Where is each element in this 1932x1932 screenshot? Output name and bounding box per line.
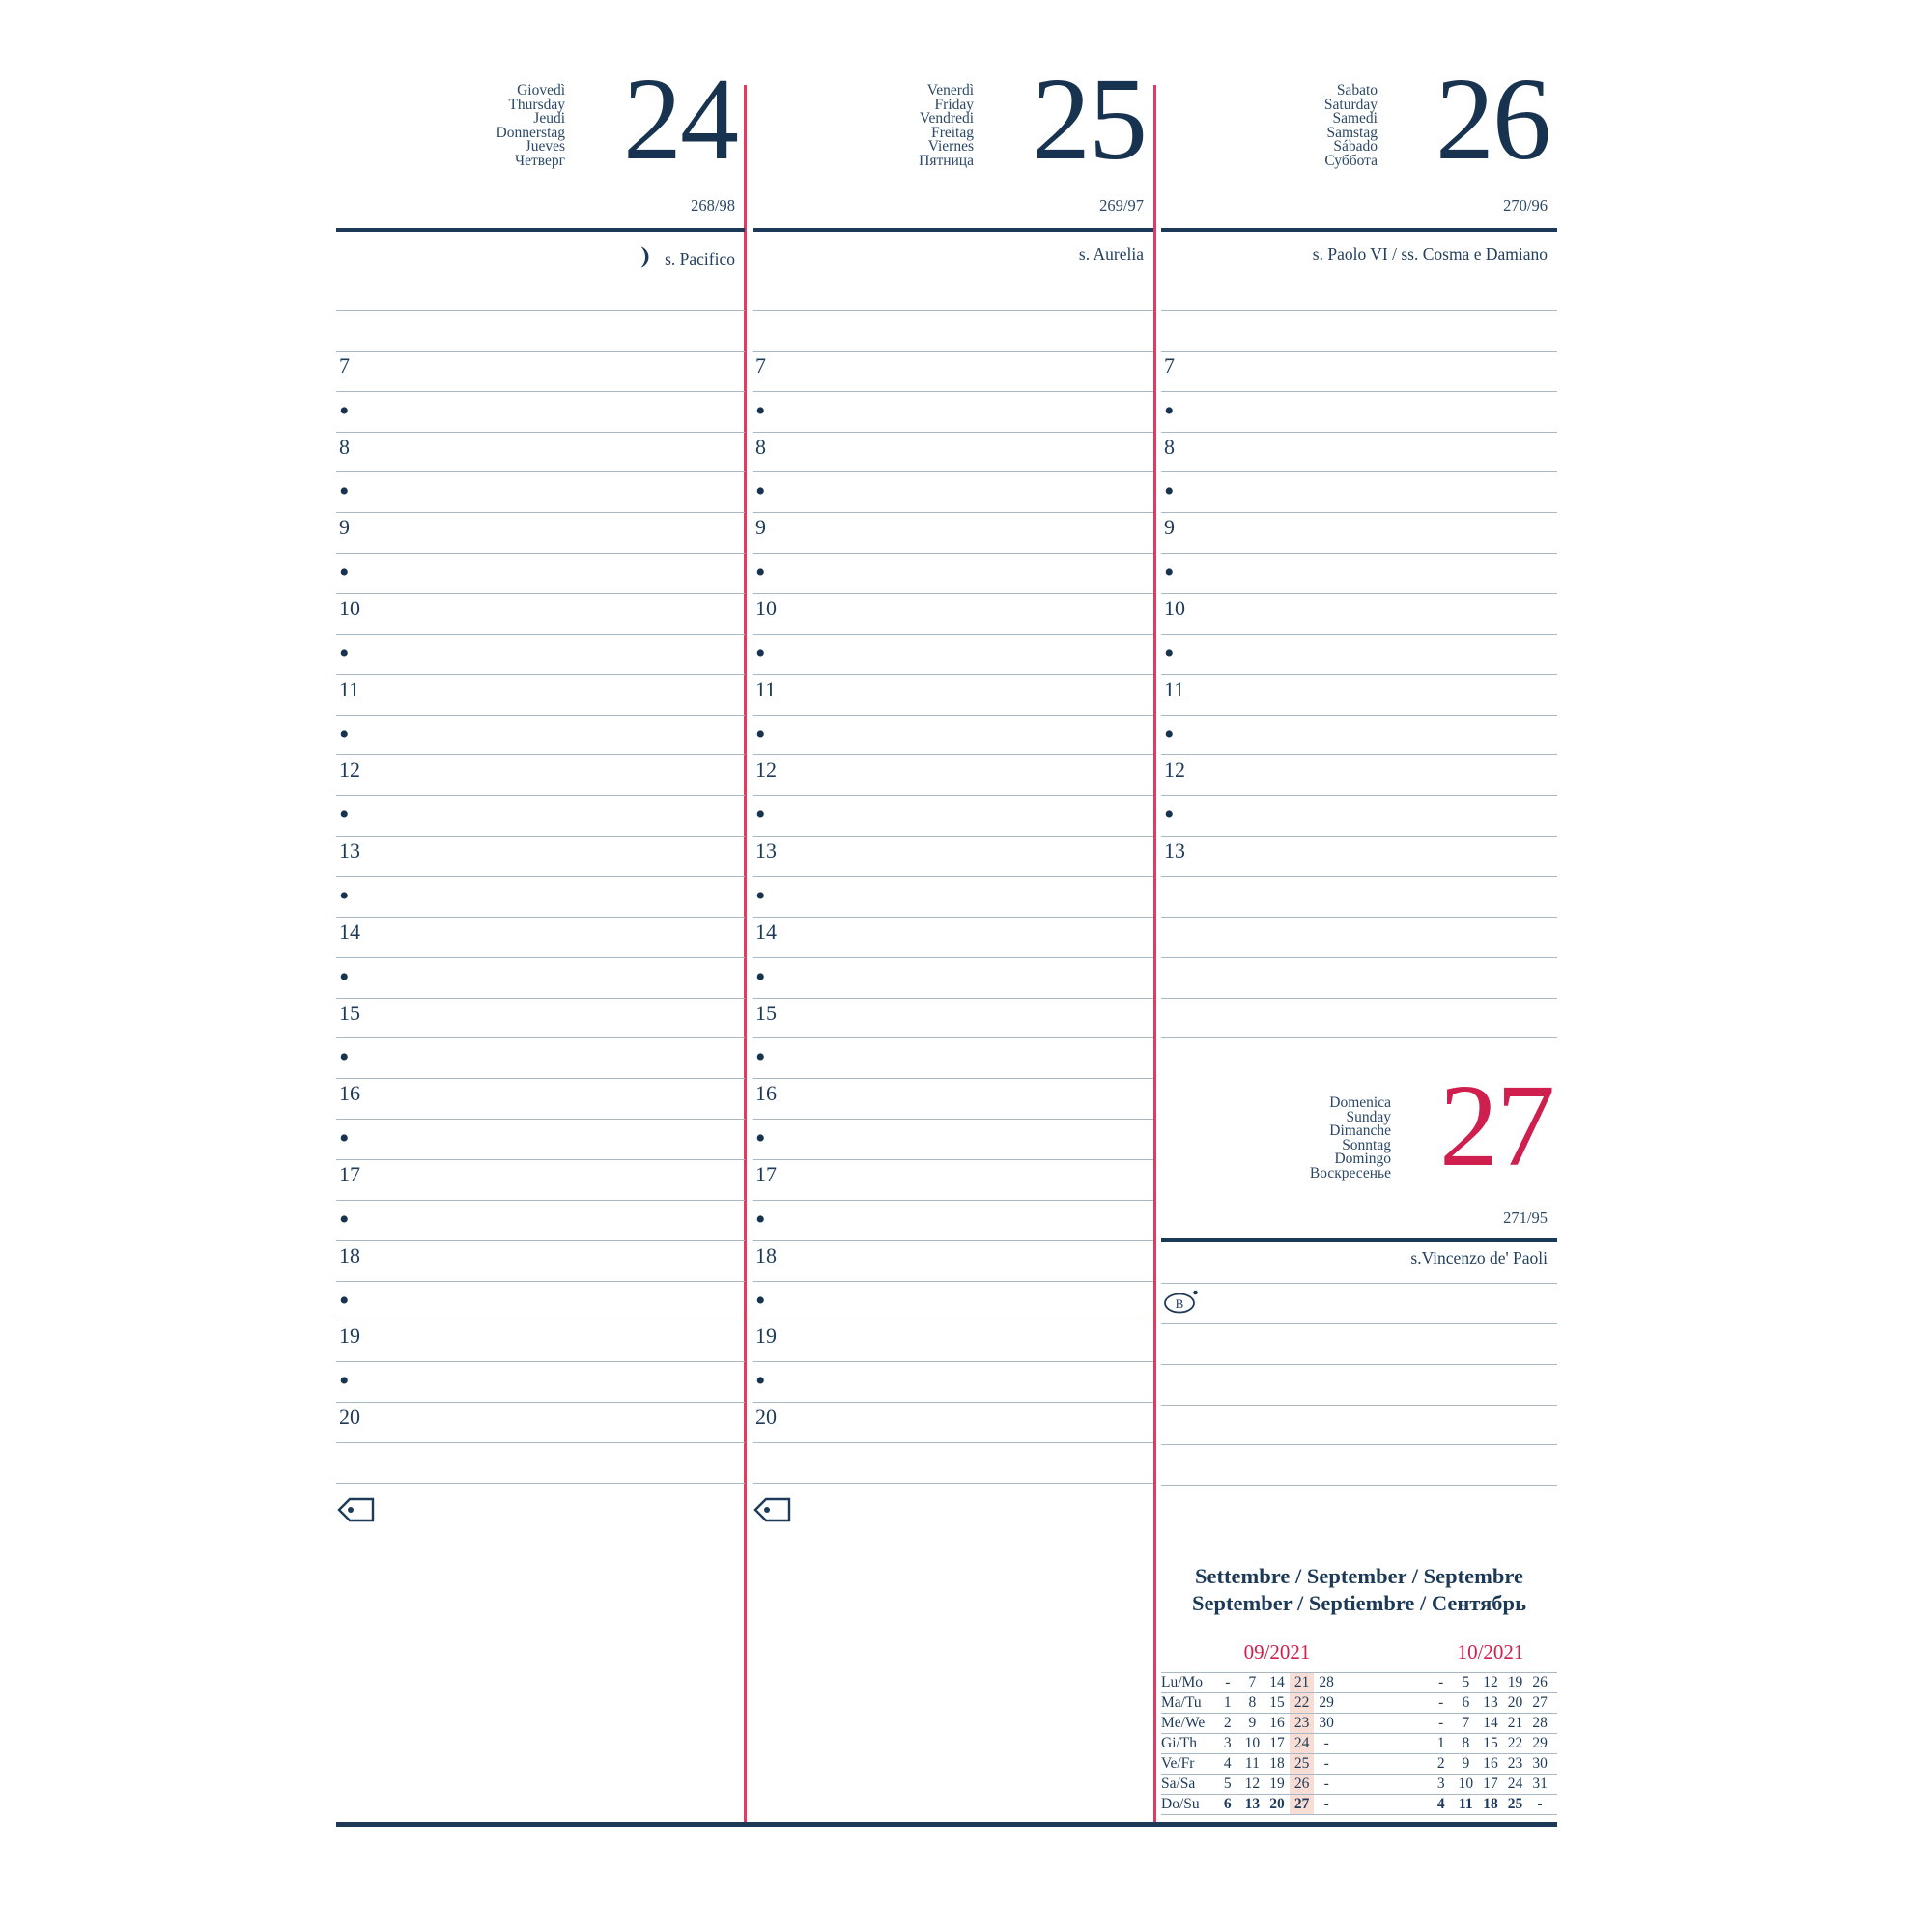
calendar-date: 19 xyxy=(1507,1674,1523,1690)
half-hour-slot: • xyxy=(336,877,745,918)
half-hour-slot: • xyxy=(753,1362,1153,1403)
calendar-date: - xyxy=(1323,1735,1329,1751)
calendar-date: 16 xyxy=(1483,1755,1498,1772)
half-hour-slot: • xyxy=(753,554,1153,594)
hour-slot-16: 16 xyxy=(753,1079,1153,1120)
day-name-line: Giovedì xyxy=(517,82,565,99)
half-hour-slot: • xyxy=(336,1120,745,1160)
blank-slot xyxy=(336,1443,745,1484)
calendar-date: - xyxy=(1323,1776,1329,1792)
hour-slot-19: 19 xyxy=(336,1321,745,1362)
hour-slot-12: 12 xyxy=(1161,755,1557,796)
calendar-date: 10 xyxy=(1244,1735,1261,1751)
saint-name: s.Vincenzo de' Paoli xyxy=(1410,1248,1548,1267)
calendar-date: 17 xyxy=(1269,1735,1285,1751)
calendar-date: 19 xyxy=(1269,1776,1285,1792)
calendar-date: 4 xyxy=(1436,1796,1445,1812)
month-title-line2: September / Septiembre / Сентябрь xyxy=(1192,1591,1526,1615)
half-hour-slot: • xyxy=(753,635,1153,675)
hour-slot-18: 18 xyxy=(753,1241,1153,1282)
day-name-line: Donnerstag xyxy=(496,124,565,141)
calendar-date: 29 xyxy=(1532,1735,1548,1751)
hour-slot-7: 7 xyxy=(1161,352,1557,392)
calendar-date: 14 xyxy=(1483,1715,1498,1731)
day-name-line: Viernes xyxy=(927,138,974,156)
mini-calendar-day-label: Ve/Fr xyxy=(1161,1755,1195,1772)
hour-slot-7: 7 xyxy=(753,352,1153,392)
page-bottom-rule xyxy=(336,1822,1557,1827)
hour-slot-20: 20 xyxy=(336,1403,745,1443)
day-name-line: Domenica xyxy=(1329,1094,1391,1111)
day-of-year: 268/98 xyxy=(691,196,735,214)
day-names xyxy=(497,84,565,169)
blank-slot xyxy=(1161,1324,1557,1365)
blank-slot xyxy=(1161,958,1557,999)
hour-schedule xyxy=(336,311,745,1484)
month-title xyxy=(1161,1563,1557,1617)
half-hour-slot: • xyxy=(753,1038,1153,1079)
hour-schedule xyxy=(1161,311,1557,1038)
day-name-line: Domingo xyxy=(1334,1151,1391,1168)
calendar-date: 2 xyxy=(1223,1715,1232,1731)
hour-slot-8: 8 xyxy=(753,433,1153,473)
calendar-date: 3 xyxy=(1436,1776,1445,1792)
day-name-line: Sabato xyxy=(1336,82,1378,99)
calendar-date: 27 xyxy=(1532,1694,1548,1711)
day-name-line: Friday xyxy=(934,96,974,113)
day-column-thursday xyxy=(336,0,745,1932)
day-of-year: 269/97 xyxy=(1099,196,1144,214)
half-hour-slot: • xyxy=(336,1282,745,1322)
half-hour-slot: • xyxy=(753,958,1153,999)
day-of-year: 271/95 xyxy=(1503,1208,1548,1227)
calendar-date: 26 xyxy=(1290,1775,1315,1794)
calendar-date: 20 xyxy=(1269,1796,1285,1812)
calendar-date: 9 xyxy=(1462,1755,1470,1772)
calendar-date: 28 xyxy=(1319,1674,1334,1690)
calendar-date: - xyxy=(1323,1796,1329,1812)
half-hour-slot: • xyxy=(753,392,1153,433)
calendar-date: 1 xyxy=(1436,1735,1445,1751)
hour-slot-17: 17 xyxy=(753,1160,1153,1201)
calendar-date: 6 xyxy=(1462,1694,1470,1711)
calendar-date: 31 xyxy=(1532,1776,1548,1792)
day-name-line: Суббота xyxy=(1324,152,1378,169)
day-name-line: Dimanche xyxy=(1329,1122,1391,1140)
hour-slot-12: 12 xyxy=(336,755,745,796)
calendar-date: 13 xyxy=(1244,1796,1261,1812)
blank-slot xyxy=(1161,1406,1557,1446)
hour-slot-17: 17 xyxy=(336,1160,745,1201)
calendar-date: 17 xyxy=(1483,1776,1498,1792)
saint-name: s. Pacifico xyxy=(665,249,735,269)
day-name-line: Samstag xyxy=(1326,124,1378,141)
half-hour-slot: • xyxy=(1161,796,1557,837)
calendar-date: - xyxy=(1225,1674,1231,1690)
hour-schedule xyxy=(753,311,1153,1484)
hour-slot-20: 20 xyxy=(753,1403,1153,1443)
day-name-line: Sábado xyxy=(1333,138,1378,156)
day-name-line: Пятница xyxy=(919,152,974,169)
blank-slot xyxy=(1161,999,1557,1039)
mini-calendar-row xyxy=(1161,1734,1557,1754)
half-hour-slot: • xyxy=(336,1201,745,1241)
day-name-line: Jueves xyxy=(525,138,565,156)
calendar-date: 21 xyxy=(1507,1715,1523,1731)
calendar-date: 25 xyxy=(1290,1754,1315,1774)
day-names xyxy=(1310,1096,1391,1181)
calendar-date: 28 xyxy=(1532,1715,1548,1731)
day-column-saturday xyxy=(1161,0,1557,1932)
blank-slot xyxy=(1161,1365,1557,1406)
half-hour-slot: • xyxy=(753,1120,1153,1160)
bookmark-tag-icon xyxy=(337,1496,376,1528)
mini-calendar-day-label: Me/We xyxy=(1161,1715,1206,1731)
calendar-date: 30 xyxy=(1532,1755,1548,1772)
hour-slot-18: 18 xyxy=(336,1241,745,1282)
blank-slot xyxy=(1161,1445,1557,1486)
calendar-date: 23 xyxy=(1507,1755,1523,1772)
notes-lines xyxy=(1161,1324,1557,1486)
calendar-date: 18 xyxy=(1483,1796,1498,1812)
half-hour-slot: • xyxy=(753,472,1153,513)
calendar-date: 15 xyxy=(1269,1694,1285,1711)
day-name-line: Четверг xyxy=(515,152,565,169)
calendar-date: 15 xyxy=(1483,1735,1498,1751)
last-quarter-moon-icon xyxy=(637,244,652,274)
day-header xyxy=(336,54,745,232)
hour-slot-14: 14 xyxy=(753,918,1153,958)
half-hour-slot: • xyxy=(336,554,745,594)
half-hour-slot: • xyxy=(336,958,745,999)
calendar-date: 25 xyxy=(1507,1796,1523,1812)
half-hour-slot: • xyxy=(336,635,745,675)
calendar-date: 26 xyxy=(1532,1674,1548,1690)
blank-slot xyxy=(753,1443,1153,1484)
calendar-date: - xyxy=(1323,1755,1329,1772)
day-header xyxy=(1161,54,1557,232)
mini-calendar-month-label: 10/2021 xyxy=(1457,1640,1524,1663)
hour-slot-13: 13 xyxy=(336,837,745,877)
saint-row xyxy=(753,232,1153,311)
mini-calendar xyxy=(1161,1640,1557,1815)
half-hour-slot: • xyxy=(336,716,745,756)
hour-slot-9: 9 xyxy=(336,513,745,554)
calendar-date: 22 xyxy=(1507,1735,1523,1751)
hour-slot-15: 15 xyxy=(336,999,745,1039)
calendar-date: - xyxy=(1438,1674,1444,1690)
blank-slot xyxy=(1161,311,1557,352)
saint-row xyxy=(1161,232,1557,311)
calendar-date: 1 xyxy=(1223,1694,1232,1711)
calendar-date: 8 xyxy=(1248,1694,1257,1711)
blank-slot xyxy=(1161,877,1557,918)
day-name-line: Saturday xyxy=(1323,96,1378,113)
calendar-date: 2 xyxy=(1436,1755,1445,1772)
hour-slot-19: 19 xyxy=(753,1321,1153,1362)
day-of-year: 270/96 xyxy=(1503,196,1548,214)
mini-calendar-row xyxy=(1161,1795,1557,1815)
hour-slot-9: 9 xyxy=(753,513,1153,554)
hour-slot-10: 10 xyxy=(1161,594,1557,635)
calendar-date: 5 xyxy=(1223,1776,1232,1792)
half-hour-slot: • xyxy=(753,877,1153,918)
day-number: 25 xyxy=(1032,54,1146,185)
column-divider-line xyxy=(1153,85,1156,1822)
hour-slot-14: 14 xyxy=(336,918,745,958)
hour-slot-7: 7 xyxy=(336,352,745,392)
calendar-date: 12 xyxy=(1244,1776,1261,1792)
calendar-date: - xyxy=(1438,1715,1444,1731)
hour-slot-8: 8 xyxy=(1161,433,1557,473)
saint-name: s. Aurelia xyxy=(1078,244,1144,264)
hour-slot-12: 12 xyxy=(753,755,1153,796)
half-hour-slot: • xyxy=(1161,554,1557,594)
blank-slot xyxy=(753,311,1153,352)
mini-calendar-row xyxy=(1161,1775,1557,1795)
mini-calendar-row xyxy=(1161,1754,1557,1775)
calendar-date: 20 xyxy=(1507,1694,1523,1711)
mini-calendar-day-label: Lu/Mo xyxy=(1161,1674,1204,1690)
day-number: 27 xyxy=(1439,1061,1553,1191)
day-number: 26 xyxy=(1435,54,1549,185)
calendar-date: 14 xyxy=(1269,1674,1285,1690)
calendar-date: 16 xyxy=(1269,1715,1285,1731)
half-hour-slot: • xyxy=(753,1282,1153,1322)
half-hour-slot: • xyxy=(1161,716,1557,756)
half-hour-slot: • xyxy=(336,392,745,433)
calendar-date: 9 xyxy=(1248,1715,1257,1731)
calendar-date: 6 xyxy=(1223,1796,1232,1812)
calendar-date: - xyxy=(1438,1694,1444,1711)
day-column-friday xyxy=(753,0,1153,1932)
day-name-line: Vendredi xyxy=(920,110,974,128)
calendar-date: 24 xyxy=(1290,1734,1315,1753)
blank-slot xyxy=(336,311,745,352)
half-hour-slot: • xyxy=(1161,472,1557,513)
day-names xyxy=(919,84,974,169)
day-name-line: Thursday xyxy=(508,96,565,113)
hour-slot-11: 11 xyxy=(753,675,1153,716)
hour-slot-16: 16 xyxy=(336,1079,745,1120)
bookmark-tag-icon xyxy=(753,1496,792,1528)
mini-calendar-day-label: Gi/Th xyxy=(1161,1735,1198,1751)
half-hour-slot: • xyxy=(753,796,1153,837)
mini-calendar-day-label: Sa/Sa xyxy=(1161,1776,1196,1792)
hour-slot-11: 11 xyxy=(336,675,745,716)
calendar-date: 24 xyxy=(1507,1776,1523,1792)
calendar-date: 7 xyxy=(1248,1674,1257,1690)
calendar-date: 7 xyxy=(1462,1715,1470,1731)
hour-slot-10: 10 xyxy=(336,594,745,635)
month-title-line1: Settembre / September / Septembre xyxy=(1195,1564,1523,1588)
calendar-date: 21 xyxy=(1290,1673,1315,1692)
calendar-date: 11 xyxy=(1459,1796,1473,1812)
sunday-header xyxy=(1161,1040,1557,1242)
day-header xyxy=(753,54,1153,232)
hour-slot-13: 13 xyxy=(753,837,1153,877)
half-hour-slot: • xyxy=(336,472,745,513)
day-names xyxy=(1324,84,1378,169)
half-hour-slot: • xyxy=(336,1038,745,1079)
day-name-line: Venerdì xyxy=(926,82,974,99)
saint-name: s. Paolo VI / ss. Cosma e Damiano xyxy=(1312,244,1548,264)
hour-slot-13: 13 xyxy=(1161,837,1557,877)
day-name-line: Sunday xyxy=(1346,1108,1391,1125)
calendar-date: 23 xyxy=(1290,1714,1315,1733)
calendar-date: 30 xyxy=(1319,1715,1334,1731)
day-name-line: Freitag xyxy=(931,124,974,141)
calendar-date: 8 xyxy=(1462,1735,1470,1751)
svg-text:B: B xyxy=(1175,1296,1184,1311)
half-hour-slot: • xyxy=(1161,635,1557,675)
saint-row xyxy=(1161,1242,1557,1284)
calendar-date: 18 xyxy=(1269,1755,1285,1772)
notes-row xyxy=(1161,1284,1557,1324)
hour-slot-15: 15 xyxy=(753,999,1153,1039)
day-number: 24 xyxy=(623,54,737,185)
calendar-date: 22 xyxy=(1290,1693,1315,1713)
calendar-date: - xyxy=(1537,1796,1543,1812)
hour-slot-8: 8 xyxy=(336,433,745,473)
day-name-line: Samedi xyxy=(1332,110,1378,128)
calendar-date: 3 xyxy=(1223,1735,1232,1751)
hour-slot-10: 10 xyxy=(753,594,1153,635)
calendar-date: 5 xyxy=(1462,1674,1470,1690)
half-hour-slot: • xyxy=(1161,392,1557,433)
mini-calendar-row xyxy=(1161,1714,1557,1734)
day-name-line: Воскресенье xyxy=(1309,1164,1391,1181)
mini-calendar-day-label: Do/Su xyxy=(1161,1796,1200,1812)
calendar-date: 13 xyxy=(1483,1694,1498,1711)
calendar-date: 4 xyxy=(1223,1755,1232,1772)
calendar-date: 10 xyxy=(1458,1776,1474,1792)
day-name-line: Jeudi xyxy=(533,110,565,128)
mini-calendar-header xyxy=(1161,1640,1557,1673)
half-hour-slot: • xyxy=(753,1201,1153,1241)
calendar-date: 11 xyxy=(1244,1755,1260,1772)
calendar-date: 29 xyxy=(1319,1694,1334,1711)
mini-calendar-month-label: 09/2021 xyxy=(1243,1640,1311,1663)
b-orbit-icon xyxy=(1163,1296,1202,1321)
half-hour-slot: • xyxy=(336,796,745,837)
calendar-date: 27 xyxy=(1290,1795,1315,1814)
half-hour-slot: • xyxy=(336,1362,745,1403)
hour-slot-11: 11 xyxy=(1161,675,1557,716)
hour-slot-9: 9 xyxy=(1161,513,1557,554)
mini-calendar-day-label: Ma/Tu xyxy=(1161,1694,1202,1711)
mini-calendar-row xyxy=(1161,1693,1557,1714)
day-name-line: Sonntag xyxy=(1342,1136,1391,1153)
mini-calendar-row xyxy=(1161,1673,1557,1693)
blank-slot xyxy=(1161,918,1557,958)
calendar-date: 12 xyxy=(1483,1674,1498,1690)
half-hour-slot: • xyxy=(753,716,1153,756)
saint-row xyxy=(336,232,745,311)
